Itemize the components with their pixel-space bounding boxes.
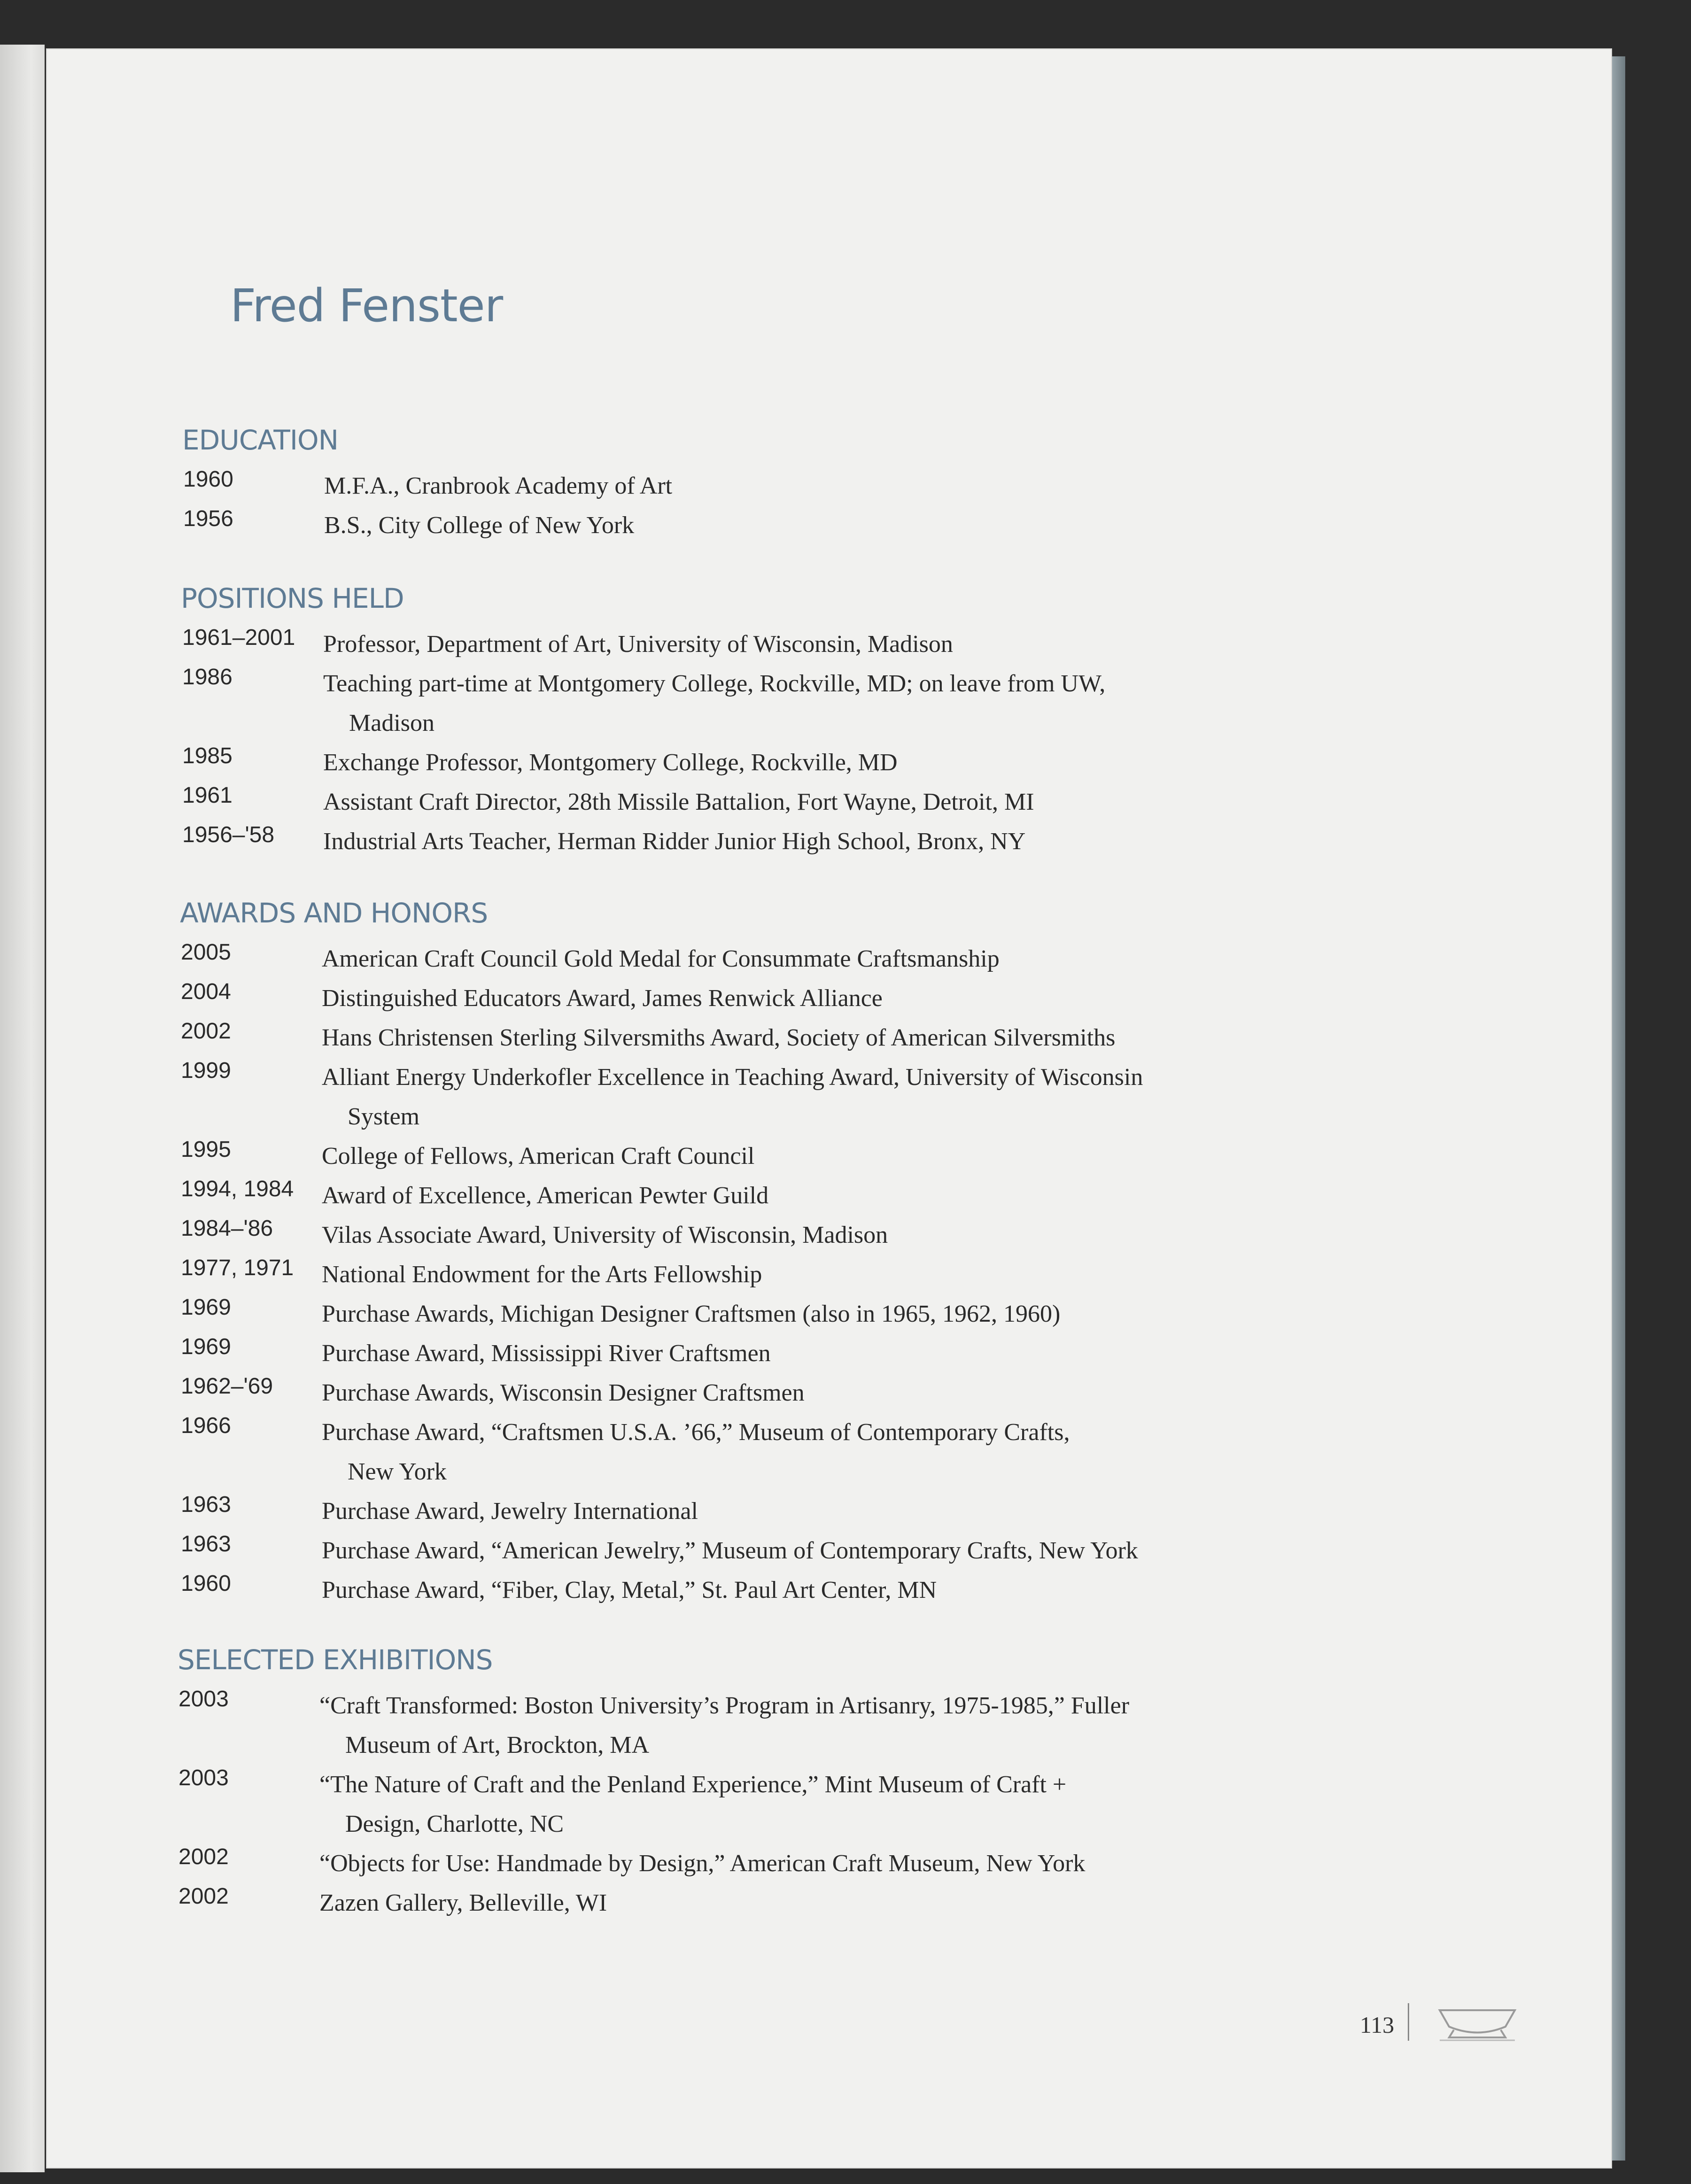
entry-description (319, 1765, 1212, 1844)
entry-year: 1956 (183, 506, 233, 531)
section-heading-education: EDUCATION (182, 424, 339, 456)
page-stack-edge (1611, 56, 1625, 2161)
entry-description (322, 1176, 1214, 1216)
entry-year: 2004 (181, 979, 231, 1004)
entry-text: Vilas Associate Award, University of Wisconsin, Madison (322, 1222, 888, 1248)
entry-text: Exchange Professor, Montgomery College, Rockville, MD (323, 749, 898, 776)
entry-year: 1999 (181, 1058, 231, 1083)
entry-year: 1977, 1971 (181, 1255, 294, 1280)
entry-year: 1961 (182, 783, 233, 808)
entry-text: Professor, Department of Art, University of Wisconsin, Madison (323, 631, 953, 658)
entry-description (319, 1883, 1212, 1923)
entry-text: B.S., City College of New York (324, 512, 635, 539)
entry-text: Purchase Award, “Craftsmen U.S.A. ’66,” Museum of Contemporary Crafts, (322, 1419, 1070, 1446)
entry-year: 1960 (183, 467, 233, 492)
entry-description (323, 782, 1216, 822)
entry-description (322, 1137, 1214, 1176)
page-title: Fred Fenster (230, 279, 503, 332)
entry-year: 1961–2001 (182, 625, 295, 650)
entry-text: Zazen Gallery, Belleville, WI (319, 1890, 607, 1916)
entry-description (322, 1018, 1214, 1058)
facing-page-edge (0, 45, 45, 2172)
entry-description (322, 1216, 1214, 1255)
entry-year: 2003 (178, 1766, 229, 1790)
entry-year: 1984–'86 (181, 1216, 273, 1241)
page-number: 113 (1360, 2012, 1395, 2038)
bowl-icon (1435, 2006, 1520, 2043)
section-heading-exhibitions: SELECTED EXHIBITIONS (178, 1644, 493, 1676)
entry-text: College of Fellows, American Craft Council (322, 1143, 755, 1169)
entry-year: 1986 (182, 665, 233, 689)
entry-description (322, 1255, 1214, 1294)
entry-description (324, 466, 1217, 506)
entry-year: 1969 (181, 1334, 231, 1359)
entry-year: 1966 (181, 1413, 231, 1438)
entry-description (322, 1058, 1214, 1137)
entry-text: Purchase Awards, Wisconsin Designer Craftsmen (322, 1379, 805, 1406)
entry-year: 1963 (181, 1532, 231, 1557)
entry-text: Teaching part-time at Montgomery College, Rockville, MD; on leave from UW, (323, 670, 1106, 697)
entry-text: Purchase Awards, Michigan Designer Craftsmen (also in 1965, 1962, 1960) (322, 1301, 1061, 1327)
entry-year: 2002 (181, 1019, 231, 1044)
entry-description (324, 506, 1217, 545)
entry-text-continued: Design, Charlotte, NC (345, 1811, 564, 1837)
entry-text-continued: New York (348, 1458, 447, 1485)
entry-year: 1956–'58 (182, 822, 275, 847)
entry-year: 1963 (181, 1492, 231, 1517)
entry-year: 2002 (178, 1844, 229, 1869)
entry-year: 1969 (181, 1295, 231, 1320)
entry-text: M.F.A., Cranbrook Academy of Art (324, 472, 673, 499)
entry-text: Purchase Award, Jewelry International (322, 1498, 698, 1525)
entry-text: Hans Christensen Sterling Silversmiths Award, Society of American Silversmiths (322, 1024, 1116, 1051)
entry-text: American Craft Council Gold Medal for Consummate Craftsmanship (322, 945, 1000, 972)
entry-description (323, 822, 1216, 861)
entry-text: Purchase Award, “American Jewelry,” Museum of Contemporary Crafts, New York (322, 1537, 1138, 1564)
entry-year: 2003 (178, 1687, 229, 1712)
entry-year: 2002 (178, 1884, 229, 1909)
section-heading-awards: AWARDS AND HONORS (180, 897, 488, 929)
entry-description (322, 1413, 1214, 1492)
entry-text: Award of Excellence, American Pewter Guild (322, 1182, 769, 1209)
entry-year: 1960 (181, 1571, 231, 1596)
entry-description (322, 1571, 1214, 1610)
book-page (47, 49, 1611, 2168)
entry-description (323, 664, 1216, 743)
section-heading-positions: POSITIONS HELD (181, 582, 404, 614)
entry-year: 1995 (181, 1137, 231, 1162)
entry-description (323, 743, 1216, 782)
entry-text-continued: System (348, 1103, 420, 1130)
entry-description (322, 1492, 1214, 1531)
entry-text-continued: Madison (349, 710, 434, 736)
entry-description (322, 979, 1214, 1018)
entry-description (322, 1531, 1214, 1571)
entry-text: “Objects for Use: Handmade by Design,” American Craft Museum, New York (319, 1850, 1086, 1877)
entry-description (323, 625, 1216, 664)
entry-description (319, 1686, 1212, 1765)
entry-year: 1962–'69 (181, 1374, 273, 1399)
entry-text: National Endowment for the Arts Fellowship (322, 1261, 762, 1288)
entry-description (322, 1334, 1214, 1373)
entry-text: “Craft Transformed: Boston University’s Program in Artisanry, 1975-1985,” Fuller (319, 1692, 1130, 1719)
entry-description (322, 1294, 1214, 1334)
entry-text: Purchase Award, Mississippi River Craftsmen (322, 1340, 771, 1367)
entry-text: “The Nature of Craft and the Penland Experience,” Mint Museum of Craft + (319, 1771, 1067, 1798)
entry-text: Industrial Arts Teacher, Herman Ridder Junior High School, Bronx, NY (323, 828, 1026, 855)
entry-text: Alliant Energy Underkofler Excellence in Teaching Award, University of Wisconsin (322, 1064, 1143, 1091)
entry-description (322, 1373, 1214, 1413)
entry-text: Purchase Award, “Fiber, Clay, Metal,” St. Paul Art Center, MN (322, 1577, 937, 1603)
entry-description (322, 939, 1214, 979)
entry-text: Distinguished Educators Award, James Renwick Alliance (322, 985, 883, 1012)
entry-year: 1985 (182, 743, 233, 768)
entry-text: Assistant Craft Director, 28th Missile Battalion, Fort Wayne, Detroit, MI (323, 789, 1034, 815)
footer-divider (1408, 2003, 1409, 2041)
entry-year: 2005 (181, 940, 231, 965)
entry-year: 1994, 1984 (181, 1177, 294, 1201)
entry-text-continued: Museum of Art, Brockton, MA (345, 1732, 650, 1758)
entry-description (319, 1844, 1212, 1883)
